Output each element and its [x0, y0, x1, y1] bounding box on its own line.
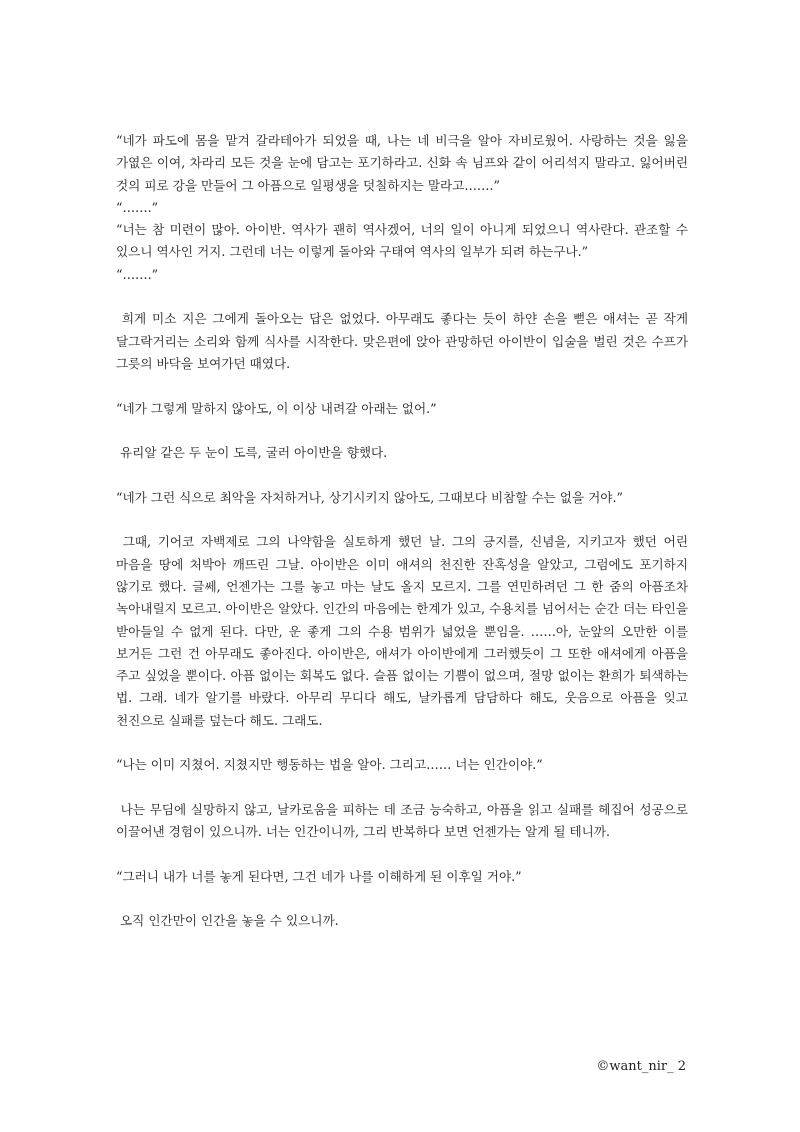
- copyright-credit: ©want_nir_: [596, 1059, 674, 1074]
- paragraph-gap: [116, 732, 688, 754]
- paragraph: “그러니 내가 너를 놓게 된다면, 그건 네가 나를 이해하게 된 이후일 거야.”: [116, 868, 522, 884]
- paragraph-gap: [116, 509, 688, 531]
- paragraph: “너는 참 미련이 많아. 아이반. 역사가 괜히 역사겠어, 너의 일이 아니게 되었으니 역사란다. 관조할 수 있으니 역사인 거지. 그런데 너는 이렇게 돌아와 구태여 역사의 일부가 되려 하는구나.”: [116, 222, 693, 260]
- paragraph: 오직 인간만이 인간을 놓을 수 있으니까.: [116, 913, 339, 929]
- paragraph-gap: [116, 420, 688, 442]
- page-footer: [596, 1059, 686, 1074]
- paragraph: “네가 그런 식으로 최악을 자처하거나, 상기시키지 않아도, 그때보다 비참할 수는 없을 거야.”: [116, 489, 623, 505]
- paragraph: 나는 무딤에 실망하지 않고, 날카로움을 피하는 데 조금 능숙하고, 아픔을 읽고 실패를 헤집어 성공으로 이끌어낸 경험이 있으니까. 너는 인간이니까, 그리 반복하다 보면 언젠가는 알게 될 테니까.: [116, 801, 692, 840]
- text-body: [116, 130, 693, 933]
- paragraph: “…….”: [116, 266, 159, 282]
- page-number: 2: [677, 1059, 686, 1074]
- paragraph-gap: [116, 286, 688, 308]
- paragraph-gap: [116, 844, 688, 866]
- paragraph: 유리알 같은 두 눈이 도륵, 굴러 아이반을 향했다.: [116, 445, 388, 461]
- paragraph: “…….”: [116, 199, 159, 215]
- paragraph-gap: [116, 375, 688, 397]
- paragraph: 그때, 기어코 자백제로 그의 나약함을 실토하게 했던 날. 그의 긍지를, 신념을, 지키고자 했던 어린 마음을 땅에 처박아 깨뜨린 그날. 아이반은 이미 애셔의 천진한 잔혹성을 알았고, 그럼에도 포기하지 않기로 했다. 글쎄, 언젠가는 그를 놓고 마는 날도 올지 모르지. 그를 연민하려던 그 한 줌의 아픔조차 녹아내릴지 모르고. 아이반은 알았다. 인간의 마음에는 한계가 있고, 수용치를 넘어서는 순간 더는 타인을 받아들일 수 없게 된다. 다만, 운 좋게 그의 수용 범위가 넓었을 뿐임을. ……아, 눈앞의 오만한 이를 보거든 그런 건 아무래도 좋아진다. 아이반은, 애셔가 아이반에게 그러했듯이 그 또한 애셔에게 아픔을 주고 싶었을 뿐이다. 아픔 없이는 회복도 없다. 슬픔 없이는 기쁨이 없으며, 절망 없이는 환희가 퇴색하는 법. 그래. 네가 알기를 바랐다. 아무리 무디다 해도, 날카롭게 담담하다 해도, 웃음으로 아픔을 잊고 천진으로 실패를 덮는다 해도. 그래도.: [116, 534, 693, 728]
- paragraph-gap: [116, 777, 688, 799]
- paragraph: “나는 이미 지쳤어. 지쳤지만 행동하는 법을 알아. 그리고…… 너는 인간이야.”: [116, 757, 543, 773]
- paragraph: “네가 그렇게 말하지 않아도, 이 이상 내려갈 아래는 없어.”: [116, 400, 437, 416]
- paragraph: 희게 미소 지은 그에게 돌아오는 답은 없었다. 아무래도 좋다는 듯이 하얀 손을 뻗은 애셔는 곧 작게 달그락거리는 소리와 함께 식사를 시작한다. 맞은편에 앉아 관망하던 아이반이 입술을 벌린 것은 수프가 그릇의 바닥을 보여가던 때였다.: [116, 311, 693, 371]
- paragraph: “네가 파도에 몸을 맡겨 갈라테아가 되었을 때, 나는 네 비극을 알아 자비로웠어. 사랑하는 것을 잃을 가엾은 이여, 차라리 모든 것을 눈에 담고는 포기하라고. 신화 속 님프와 같이 어리석지 말라고. 잃어버린 것의 피로 강을 만들어 그 아픔으로 일평생을 덧칠하지는 말라고…….”: [116, 133, 693, 193]
- paragraph-gap: [116, 888, 688, 910]
- paragraph-gap: [116, 464, 688, 486]
